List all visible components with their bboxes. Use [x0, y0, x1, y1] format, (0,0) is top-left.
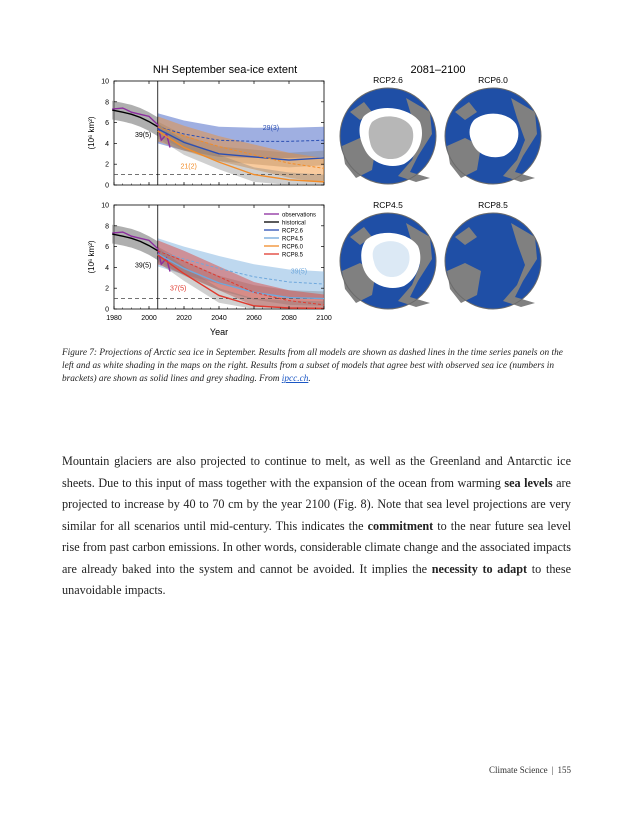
bottom-y-tick-label-8: 8	[105, 223, 109, 231]
page-footer	[489, 765, 571, 775]
top-y-tick-label-4: 4	[105, 140, 109, 148]
x-tick-label-2000: 2000	[141, 315, 157, 322]
map-label-rcp60: RCP6.0	[478, 75, 508, 85]
map-rcp60	[445, 88, 541, 184]
map-label-rcp45: RCP4.5	[373, 200, 403, 210]
top-y-tick-label-6: 6	[105, 120, 109, 128]
legend-label-rcp45: RCP4.5	[282, 236, 304, 243]
bold-sea-levels: sea levels	[504, 475, 553, 490]
top-y-tick-label-2: 2	[105, 161, 109, 169]
x-tick-label-2060: 2060	[246, 315, 262, 322]
figure-caption	[62, 347, 567, 386]
bottom-y-tick-label-0: 0	[105, 306, 109, 314]
x-axis-label: Year	[209, 327, 229, 337]
caption-text: Figure 7: Projections of Arctic sea ice in September. Results from all models are shown as dashed lines in the time series panels on the left and as white shading in the maps on the right. Results from a subset of models that agree best with observed sea ice (numbers in brackets) are shown as solid lines and grey shading. From	[62, 348, 563, 384]
body-text-2: are projected to increase by 40 to 70 cm by the year 2100 (Fig. 8). Note that sea level projections are very similar for all scenarios until mid-century. This indicates the	[62, 475, 571, 533]
bottom-y-tick-label-2: 2	[105, 285, 109, 293]
bottom-annotation-rcp45: 39(5)	[290, 268, 308, 276]
body-paragraph	[62, 451, 571, 602]
figure-7	[80, 60, 550, 340]
top-y-axis-label: (10⁶ km²)	[87, 116, 96, 150]
caption-end: .	[308, 374, 311, 384]
legend-label-rcp60: RCP6.0	[282, 244, 304, 251]
right-panel-title: 2081–2100	[410, 64, 466, 76]
footer-separator: |	[551, 765, 554, 775]
bottom-y-tick-label-6: 6	[105, 244, 109, 252]
footer-book-title: Climate Science	[488, 765, 548, 775]
x-tick-label-2040: 2040	[211, 315, 227, 322]
x-tick-label-1980: 1980	[106, 315, 122, 322]
page-number: 155	[557, 765, 571, 775]
body-text-4: to these unavoidable impacts.	[62, 561, 571, 597]
map-rcp85	[445, 213, 541, 309]
top-annotation-rcp26: 29(3)	[262, 124, 280, 132]
bottom-y-axis-label: (10⁶ km²)	[87, 240, 96, 274]
top-y-tick-label-8: 8	[105, 99, 109, 107]
legend-label-historical: historical	[282, 220, 306, 227]
left-panel-title: NH September sea-ice extent	[152, 64, 298, 76]
legend-label-rcp85: RCP8.5	[282, 252, 304, 259]
x-tick-label-2020: 2020	[176, 315, 192, 322]
body-text-3: to the near future sea level rise from past carbon emissions. In other words, considerable climate change and the associated impacts are already baked into the system and cannot be avoided. It implies the	[62, 518, 572, 576]
top-y-tick-label-10: 10	[101, 78, 109, 86]
bottom-annotation-rcp85: 37(5)	[170, 285, 187, 293]
caption-link[interactable]: ipcc.ch	[281, 374, 309, 384]
legend-label-observations: observations	[282, 212, 317, 219]
top-y-tick-label-0: 0	[105, 182, 109, 190]
legend-label-rcp26: RCP2.6	[282, 228, 304, 235]
map-rcp45	[340, 213, 436, 309]
map-rcp26	[340, 88, 436, 184]
x-tick-label-2080: 2080	[281, 315, 297, 322]
top-annotation-historical: 39(5)	[135, 132, 152, 140]
bold-necessity-to-adapt: necessity to adapt	[431, 561, 528, 576]
map-label-rcp26: RCP2.6	[373, 75, 403, 85]
map-label-rcp85: RCP8.5	[478, 200, 508, 210]
bold-commitment: commitment	[367, 518, 434, 533]
x-tick-label-2100: 2100	[316, 315, 332, 322]
body-text-1: Mountain glaciers are also projected to continue to melt, as well as the Greenland and Antarctic ice sheets. Due to this input of mass together with the expansion of the ocean from warming	[62, 454, 571, 490]
figure-graphic	[80, 60, 550, 340]
bottom-y-tick-label-10: 10	[101, 202, 109, 210]
bottom-y-tick-label-4: 4	[105, 264, 109, 272]
top-annotation-rcp60: 21(2)	[180, 163, 197, 171]
bottom-annotation-historical: 39(5)	[135, 262, 152, 270]
